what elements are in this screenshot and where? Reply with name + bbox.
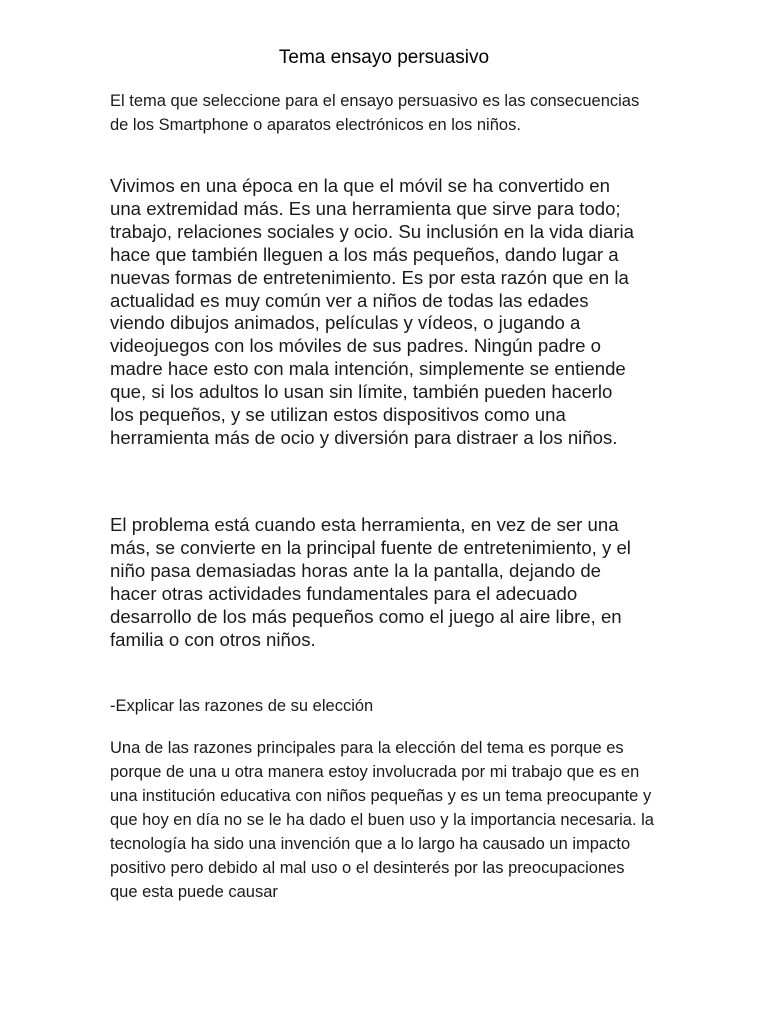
- body-paragraph-2: El problema está cuando esta herramienta, en vez de ser una más, se convierte en la principal fuente de entretenimiento, y el niño pasa demasiadas horas ante la la pantalla, dejando de hacer otras actividades fundamentales para el adecuado desarrollo de los más pequeños como el juego al aire libre, en familia o con otros niños.: [110, 514, 631, 650]
- section-heading: -Explicar las razones de su elección: [110, 697, 374, 715]
- document-title: Tema ensayo persuasivo: [278, 47, 490, 68]
- body-paragraph-3: Una de las razones principales para la elección del tema es porque es porque de una u otra manera estoy involucrada por mi trabajo que es en una institución educativa con niños pequeñas y es un tema preocupante y que hoy en día no se le ha dado el buen uso y la importancia necesaria. la tecnología ha sido una invención que a lo largo ha causado un impacto positivo pero debido al mal uso o el desinterés por las preocupaciones que esta puede causar: [110, 739, 654, 901]
- intro-paragraph: El tema que seleccione para el ensayo persuasivo es las consecuencias de los Smartphone o aparatos electrónicos en los niños.: [110, 92, 640, 134]
- body-paragraph-1: Vivimos en una época en la que el móvil se ha convertido en una extremidad más. Es una herramienta que sirve para todo; trabajo, relaciones sociales y ocio. Su inclusión en la vida diaria hace que también lleguen a los más pequeños, dando lugar a nuevas formas de entretenimiento. Es por esta razón que en la actualidad es muy común ver a niños de todas las edades viendo dibujos animados, películas y vídeos, o jugando a videojuegos con los móviles de sus padres. Ningún padre o madre hace esto con mala intención, simplemente se entiende que, si los adultos lo usan sin límite, también pueden hacerlo los pequeños, y se utilizan estos dispositivos como una herramienta más de ocio y diversión para distraer a los niños.: [110, 175, 635, 448]
